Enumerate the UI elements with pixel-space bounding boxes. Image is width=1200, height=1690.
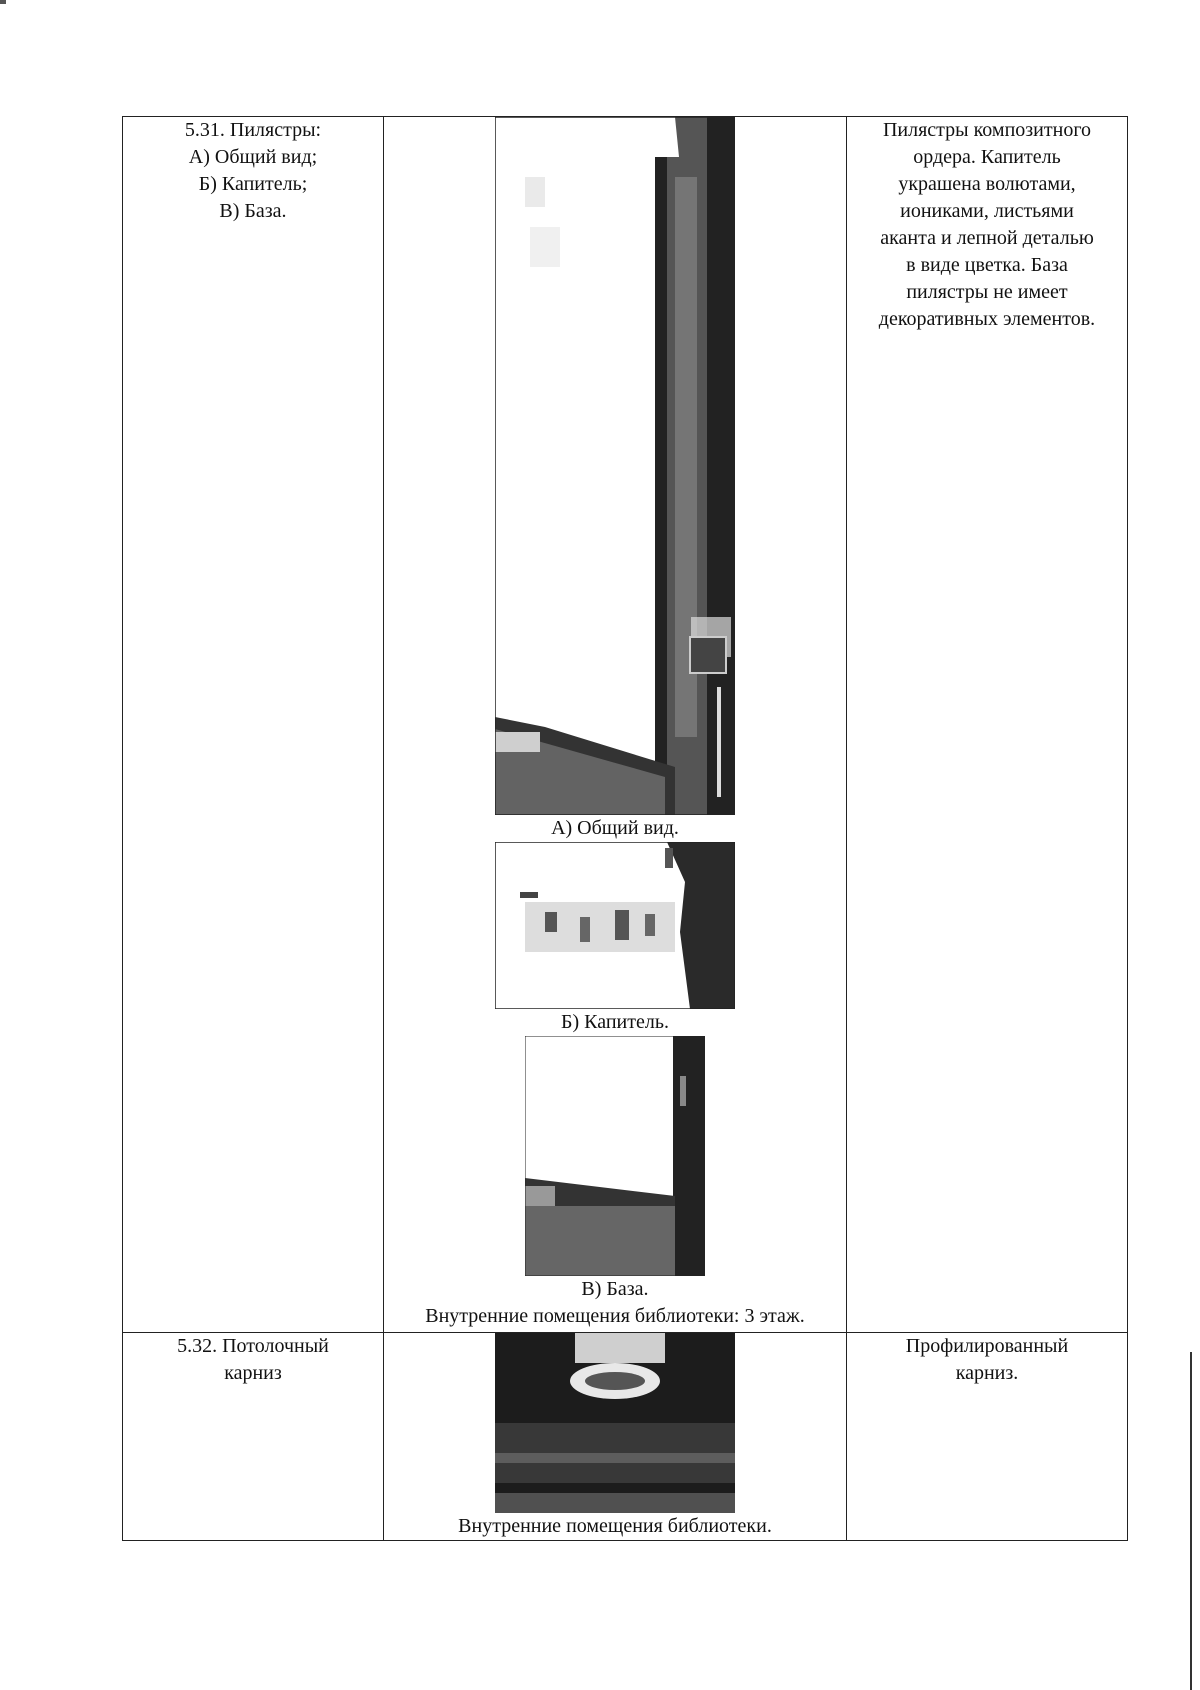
description-cell [847, 1333, 1128, 1541]
item-cell [123, 1333, 384, 1541]
photo-caption: В) База. [581, 1278, 649, 1300]
description-line: украшена волютами, [898, 173, 1076, 195]
photo-cell [384, 1333, 847, 1541]
description-line: декоративных элементов. [878, 308, 1096, 330]
table-row [123, 1333, 1128, 1541]
description-line: иониками, листьями [900, 200, 1074, 222]
description-line: карниз. [955, 1362, 1019, 1384]
item-line: А) Общий вид; [188, 146, 318, 168]
pilaster-general-view-photo [495, 117, 735, 815]
item-line: карниз [224, 1362, 282, 1384]
description-line: Профилированный [905, 1335, 1069, 1357]
ceiling-cornice-photo [495, 1333, 735, 1513]
description-line: пилястры не имеет [906, 281, 1068, 303]
item-line: Б) Капитель; [198, 173, 308, 195]
photo-caption: А) Общий вид. [551, 817, 679, 839]
item-line: В) База. [219, 200, 287, 222]
item-line: 5.31. Пилястры: [184, 119, 322, 141]
location-caption: Внутренние помещения библиотеки. [458, 1515, 772, 1537]
pilaster-base-photo [525, 1036, 705, 1276]
photo-cell [384, 117, 847, 1333]
scan-mark [0, 0, 6, 4]
item-cell [123, 117, 384, 1333]
description-line: аканта и лепной деталью [880, 227, 1094, 249]
scan-edge-line [1190, 1352, 1192, 1690]
description-cell [847, 117, 1128, 1333]
description-line: Пилястры композитного [882, 119, 1092, 141]
table-row [123, 117, 1128, 1333]
description-line: в виде цветка. База [906, 254, 1068, 276]
location-caption: Внутренние помещения библиотеки: 3 этаж. [425, 1305, 805, 1327]
item-line: 5.32. Потолочный [177, 1335, 329, 1357]
monument-elements-table [122, 116, 1128, 1541]
photo-caption: Б) Капитель. [561, 1011, 669, 1033]
pilaster-capital-photo [495, 842, 735, 1009]
description-line: ордера. Капитель [913, 146, 1061, 168]
